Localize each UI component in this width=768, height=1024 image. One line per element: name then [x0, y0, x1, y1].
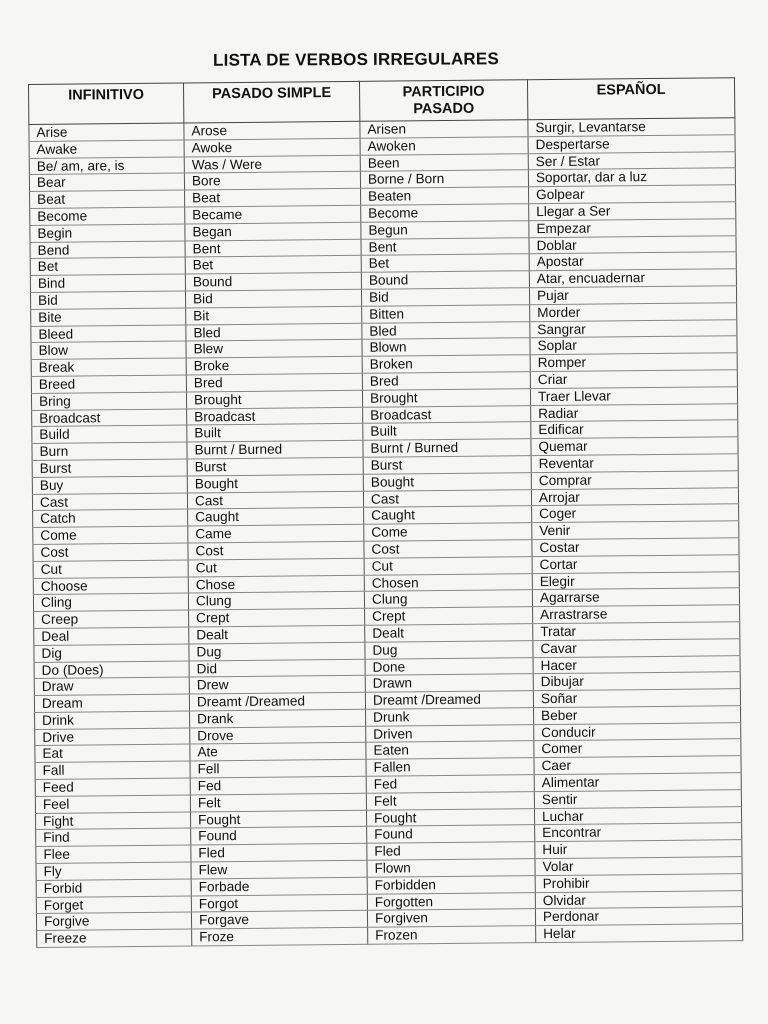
cell-espanol: Beber [534, 706, 741, 725]
cell-participio: Drawn [365, 674, 533, 692]
header-espanol: ESPAÑOL [527, 78, 734, 120]
cell-infinitivo: Buy [32, 476, 187, 494]
cell-infinitivo: Bend [30, 241, 185, 259]
cell-pasado-simple: Bit [186, 306, 362, 324]
cell-participio: Cost [364, 540, 532, 558]
cell-participio: Dreamt /Dreamed [365, 691, 533, 709]
cell-pasado-simple: Drew [189, 676, 365, 694]
cell-participio: Cut [364, 556, 532, 574]
cell-espanol: Coger [532, 504, 739, 523]
cell-infinitivo: Breed [31, 375, 186, 393]
cell-participio: Caught [364, 506, 532, 524]
cell-espanol: Pujar [529, 286, 736, 305]
cell-participio: Bet [361, 254, 529, 272]
cell-pasado-simple: Clung [188, 592, 364, 610]
cell-espanol: Prohibir [535, 874, 742, 893]
cell-infinitivo: Find [36, 828, 191, 846]
cell-pasado-simple: Bled [186, 323, 362, 341]
cell-infinitivo: Fall [35, 761, 190, 779]
cell-espanol: Costar [532, 538, 739, 557]
cell-espanol: Encontrar [535, 823, 742, 842]
cell-participio: Bound [361, 271, 529, 289]
cell-pasado-simple: Cut [188, 558, 364, 576]
cell-participio: Eaten [366, 741, 534, 759]
header-participio-pasado [359, 80, 527, 122]
cell-pasado-simple: Came [188, 524, 364, 542]
cell-participio: Clung [364, 590, 532, 608]
cell-participio: Bent [361, 237, 529, 255]
cell-participio: Dealt [365, 624, 533, 642]
cell-espanol: Doblar [529, 235, 736, 254]
cell-participio: Drunk [366, 708, 534, 726]
cell-participio: Frozen [368, 926, 536, 944]
cell-espanol: Sentir [534, 790, 741, 809]
cell-espanol: Huir [535, 840, 742, 859]
cell-pasado-simple: Burnt / Burned [187, 440, 363, 458]
cell-infinitivo: Deal [34, 627, 189, 645]
cell-participio: Forbidden [367, 876, 535, 894]
cell-participio: Come [364, 523, 532, 541]
cell-infinitivo: Cost [33, 543, 188, 561]
cell-participio: Fled [367, 842, 535, 860]
cell-espanol: Surgir, Levantarse [528, 118, 735, 137]
cell-participio: Flown [367, 859, 535, 877]
cell-infinitivo: Dig [34, 644, 189, 662]
cell-infinitivo: Break [31, 358, 186, 376]
cell-espanol: Romper [530, 353, 737, 372]
cell-espanol: Agarrarse [532, 588, 739, 607]
cell-pasado-simple: Dug [189, 642, 365, 660]
cell-pasado-simple: Did [189, 659, 365, 677]
cell-pasado-simple: Caught [188, 508, 364, 526]
cell-pasado-simple: Became [185, 205, 361, 223]
cell-infinitivo: Bind [30, 274, 185, 292]
cell-infinitivo: Awake [29, 140, 184, 158]
cell-espanol: Alimentar [534, 773, 741, 792]
cell-pasado-simple: Forgave [191, 911, 367, 929]
cell-espanol: Ser / Estar [528, 151, 735, 170]
cell-participio: Done [365, 657, 533, 675]
cell-espanol: Comer [534, 739, 741, 758]
cell-infinitivo: Come [33, 526, 188, 544]
cell-espanol: Morder [530, 302, 737, 321]
cell-pasado-simple: Dealt [189, 625, 365, 643]
header-pasado-simple: PASADO SIMPLE [183, 81, 359, 123]
cell-espanol: Conducir [534, 722, 741, 741]
cell-participio: Burnt / Burned [363, 439, 531, 457]
cell-infinitivo: Arise [29, 123, 184, 141]
cell-pasado-simple: Built [187, 424, 363, 442]
cell-infinitivo: Burst [32, 459, 187, 477]
cell-infinitivo: Bear [29, 173, 184, 191]
cell-espanol: Comprar [531, 470, 738, 489]
header-participio-line2: PASADO [413, 100, 475, 118]
cell-pasado-simple: Forbade [191, 877, 367, 895]
cell-pasado-simple: Beat [185, 189, 361, 207]
cell-infinitivo: Begin [30, 224, 185, 242]
cell-pasado-simple: Dreamt /Dreamed [189, 692, 365, 710]
cell-pasado-simple: Awoke [184, 138, 360, 156]
cell-pasado-simple: Felt [190, 793, 366, 811]
cell-espanol: Olvidar [535, 890, 742, 909]
cell-participio: Driven [366, 724, 534, 742]
cell-espanol: Golpear [529, 185, 736, 204]
cell-pasado-simple: Fed [190, 776, 366, 794]
cell-espanol: Venir [532, 521, 739, 540]
cell-espanol: Quemar [531, 437, 738, 456]
cell-participio: Burst [363, 456, 531, 474]
cell-infinitivo: Drink [35, 711, 190, 729]
cell-infinitivo: Flee [36, 845, 191, 863]
cell-participio: Blown [362, 338, 530, 356]
table-header-row [29, 78, 735, 125]
cell-pasado-simple: Was / Were [184, 155, 360, 173]
cell-espanol: Arrastrarse [533, 605, 740, 624]
cell-infinitivo: Bite [31, 308, 186, 326]
cell-espanol: Edificar [531, 420, 738, 439]
cell-espanol: Criar [530, 370, 737, 389]
cell-participio: Awoken [360, 136, 528, 154]
cell-infinitivo: Do (Does) [34, 660, 189, 678]
cell-espanol: Soportar, dar a luz [528, 168, 735, 187]
cell-espanol: Luchar [534, 806, 741, 825]
cell-espanol: Cortar [532, 554, 739, 573]
cell-pasado-simple: Bid [185, 289, 361, 307]
cell-espanol: Empezar [529, 218, 736, 237]
cell-pasado-simple: Chose [188, 575, 364, 593]
cell-pasado-simple: Drove [190, 726, 366, 744]
cell-pasado-simple: Bent [185, 239, 361, 257]
cell-participio: Forgiven [367, 909, 535, 927]
cell-pasado-simple: Cast [187, 491, 363, 509]
cell-participio: Bred [362, 372, 530, 390]
cell-pasado-simple: Bet [185, 256, 361, 274]
cell-infinitivo: Become [30, 207, 185, 225]
cell-espanol: Apostar [529, 252, 736, 271]
cell-infinitivo: Cast [32, 493, 187, 511]
cell-espanol: Tratar [533, 622, 740, 641]
cell-infinitivo: Drive [35, 728, 190, 746]
cell-espanol: Soplar [530, 336, 737, 355]
cell-espanol: Reventar [531, 454, 738, 473]
cell-pasado-simple: Found [191, 827, 367, 845]
page-title: LISTA DE VERBOS IRREGULARES [212, 49, 500, 70]
cell-espanol: Caer [534, 756, 741, 775]
cell-infinitivo: Fight [35, 812, 190, 830]
cell-espanol: Elegir [532, 571, 739, 590]
cell-infinitivo: Freeze [37, 929, 192, 947]
cell-infinitivo: Forbid [36, 879, 191, 897]
cell-pasado-simple: Broadcast [187, 407, 363, 425]
cell-infinitivo: Beat [30, 190, 185, 208]
cell-pasado-simple: Crept [189, 608, 365, 626]
cell-infinitivo: Burn [32, 442, 187, 460]
header-participio-line1: PARTICIPIO [402, 83, 485, 101]
cell-pasado-simple: Fell [190, 760, 366, 778]
cell-participio: Fallen [366, 758, 534, 776]
cell-infinitivo: Draw [34, 677, 189, 695]
cell-infinitivo: Eat [35, 744, 190, 762]
cell-espanol: Cavar [533, 638, 740, 657]
cell-infinitivo: Bid [31, 291, 186, 309]
cell-espanol: Dibujar [533, 672, 740, 691]
cell-participio: Begun [361, 220, 529, 238]
cell-espanol: Perdonar [535, 907, 742, 926]
cell-infinitivo: Cut [33, 560, 188, 578]
cell-pasado-simple: Drank [190, 709, 366, 727]
cell-pasado-simple: Began [185, 222, 361, 240]
cell-espanol: Volar [535, 857, 742, 876]
cell-participio: Bid [361, 288, 529, 306]
cell-infinitivo: Cling [33, 593, 188, 611]
cell-infinitivo: Forget [36, 896, 191, 914]
cell-espanol: Arrojar [531, 487, 738, 506]
cell-participio: Broken [362, 355, 530, 373]
cell-pasado-simple: Flew [191, 860, 367, 878]
cell-participio: Dug [365, 640, 533, 658]
cell-infinitivo: Feel [35, 795, 190, 813]
cell-espanol: Traer Llevar [530, 386, 737, 405]
cell-participio: Become [361, 204, 529, 222]
cell-espanol: Sangrar [530, 319, 737, 338]
cell-participio: Found [367, 825, 535, 843]
cell-infinitivo: Bring [31, 392, 186, 410]
cell-participio: Forgotten [367, 892, 535, 910]
cell-participio: Borne / Born [360, 170, 528, 188]
cell-infinitivo: Bleed [31, 325, 186, 343]
cell-espanol: Helar [536, 924, 743, 943]
cell-espanol: Llegar a Ser [529, 202, 736, 221]
cell-pasado-simple: Bound [185, 272, 361, 290]
cell-infinitivo: Feed [35, 778, 190, 796]
cell-participio: Been [360, 153, 528, 171]
cell-pasado-simple: Fled [191, 844, 367, 862]
irregular-verbs-table [28, 77, 743, 948]
cell-participio: Brought [362, 388, 530, 406]
cell-participio: Crept [365, 607, 533, 625]
cell-participio: Bought [363, 472, 531, 490]
cell-pasado-simple: Ate [190, 743, 366, 761]
cell-participio: Built [363, 422, 531, 440]
cell-pasado-simple: Brought [186, 390, 362, 408]
cell-infinitivo: Bet [30, 257, 185, 275]
cell-pasado-simple: Burst [187, 457, 363, 475]
cell-espanol: Atar, encuadernar [529, 269, 736, 288]
cell-participio: Fed [366, 775, 534, 793]
table-body [29, 118, 743, 948]
cell-espanol: Soñar [533, 689, 740, 708]
cell-espanol: Despertarse [528, 135, 735, 154]
cell-espanol: Hacer [533, 655, 740, 674]
cell-infinitivo: Fly [36, 862, 191, 880]
cell-infinitivo: Forgive [36, 912, 191, 930]
cell-pasado-simple: Cost [188, 541, 364, 559]
cell-pasado-simple: Bred [186, 373, 362, 391]
cell-infinitivo: Be/ am, are, is [29, 157, 184, 175]
cell-pasado-simple: Bought [187, 474, 363, 492]
cell-infinitivo: Broadcast [32, 409, 187, 427]
cell-infinitivo: Catch [33, 509, 188, 527]
cell-pasado-simple: Bore [184, 172, 360, 190]
cell-pasado-simple: Arose [184, 121, 360, 139]
cell-participio: Bled [362, 321, 530, 339]
cell-infinitivo: Creep [34, 610, 189, 628]
cell-espanol: Radiar [531, 403, 738, 422]
cell-infinitivo: Build [32, 425, 187, 443]
cell-infinitivo: Blow [31, 341, 186, 359]
cell-pasado-simple: Forgot [191, 894, 367, 912]
cell-participio: Chosen [364, 573, 532, 591]
cell-participio: Arisen [360, 120, 528, 138]
cell-pasado-simple: Blew [186, 340, 362, 358]
cell-pasado-simple: Froze [192, 928, 368, 946]
header-infinitivo: INFINITIVO [29, 83, 184, 124]
cell-participio: Cast [363, 489, 531, 507]
cell-participio: Bitten [362, 304, 530, 322]
cell-pasado-simple: Fought [190, 810, 366, 828]
cell-participio: Beaten [361, 187, 529, 205]
cell-participio: Felt [366, 792, 534, 810]
verb-table-container [28, 77, 742, 948]
cell-infinitivo: Choose [33, 577, 188, 595]
cell-participio: Broadcast [363, 405, 531, 423]
cell-participio: Fought [366, 808, 534, 826]
cell-pasado-simple: Broke [186, 356, 362, 374]
cell-infinitivo: Dream [34, 694, 189, 712]
